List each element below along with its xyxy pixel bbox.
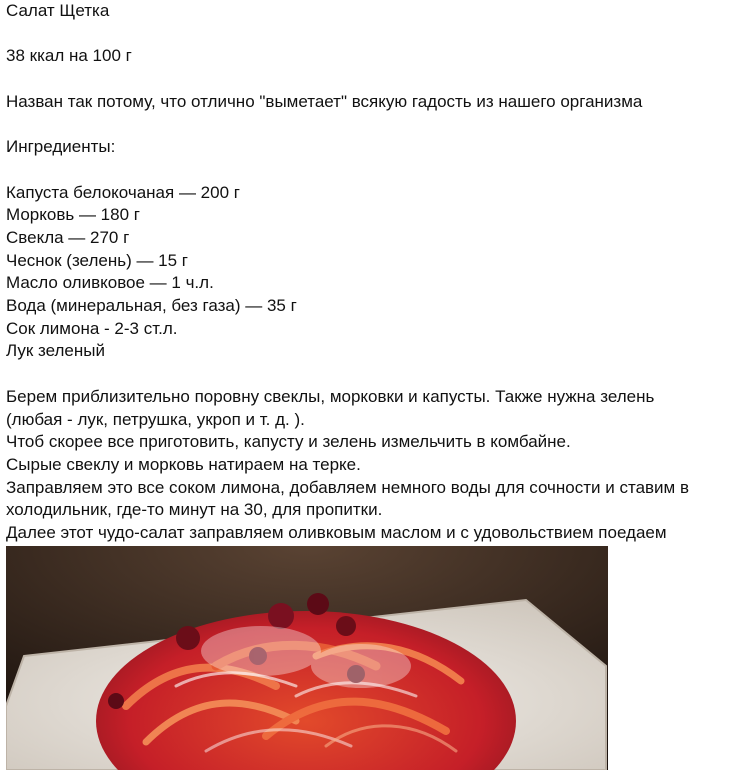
spacer [6, 113, 734, 136]
instructions-block [6, 386, 734, 545]
spacer [6, 363, 734, 386]
ingredient-item: Капуста белокочаная — 200 г [6, 182, 240, 202]
instruction-line: Далее этот чудо-салат заправляем оливковым маслом и с удовольствием поедаем [6, 523, 667, 543]
recipe-title: Салат Щетка [6, 1, 110, 20]
instruction-line: холодильник, где-то минут на 30, для пропитки. [6, 500, 383, 520]
ingredient-item: Свекла — 270 г [6, 227, 130, 247]
calories-text: 38 ккал на 100 г [6, 46, 132, 66]
recipe-document [6, 0, 734, 545]
ingredient-item: Вода (минеральная, без газа) — 35 г [6, 296, 297, 316]
description-text: Назван так потому, что отлично "выметает" всякую гадость из нашего организма [6, 91, 643, 111]
spacer [6, 159, 734, 182]
instruction-line: Берем приблизительно поровну свеклы, морковки и капусты. Также нужна зелень [6, 386, 655, 406]
ingredient-item: Масло оливковое — 1 ч.л. [6, 273, 214, 293]
ingredient-item: Лук зеленый [6, 341, 105, 361]
ingredients-list [6, 182, 734, 364]
instruction-line: (любая - лук, петрушка, укроп и т. д. ). [6, 409, 305, 429]
spacer [6, 68, 734, 91]
instruction-line: Чтоб скорее все приготовить, капусту и зелень измельчить в комбайне. [6, 432, 571, 452]
ingredients-heading: Ингредиенты: [6, 137, 116, 157]
ingredient-item: Сок лимона - 2-3 ст.л. [6, 318, 178, 338]
spacer [6, 23, 734, 46]
ingredient-item: Морковь — 180 г [6, 205, 140, 225]
salad-photo [6, 546, 608, 770]
instruction-line: Заправляем это все соком лимона, добавляем немного воды для сочности и ставим в [6, 477, 689, 497]
instruction-line: Сырые свеклу и морковь натираем на терке. [6, 454, 361, 474]
salad-illustration [6, 546, 608, 770]
ingredient-item: Чеснок (зелень) — 15 г [6, 250, 189, 270]
